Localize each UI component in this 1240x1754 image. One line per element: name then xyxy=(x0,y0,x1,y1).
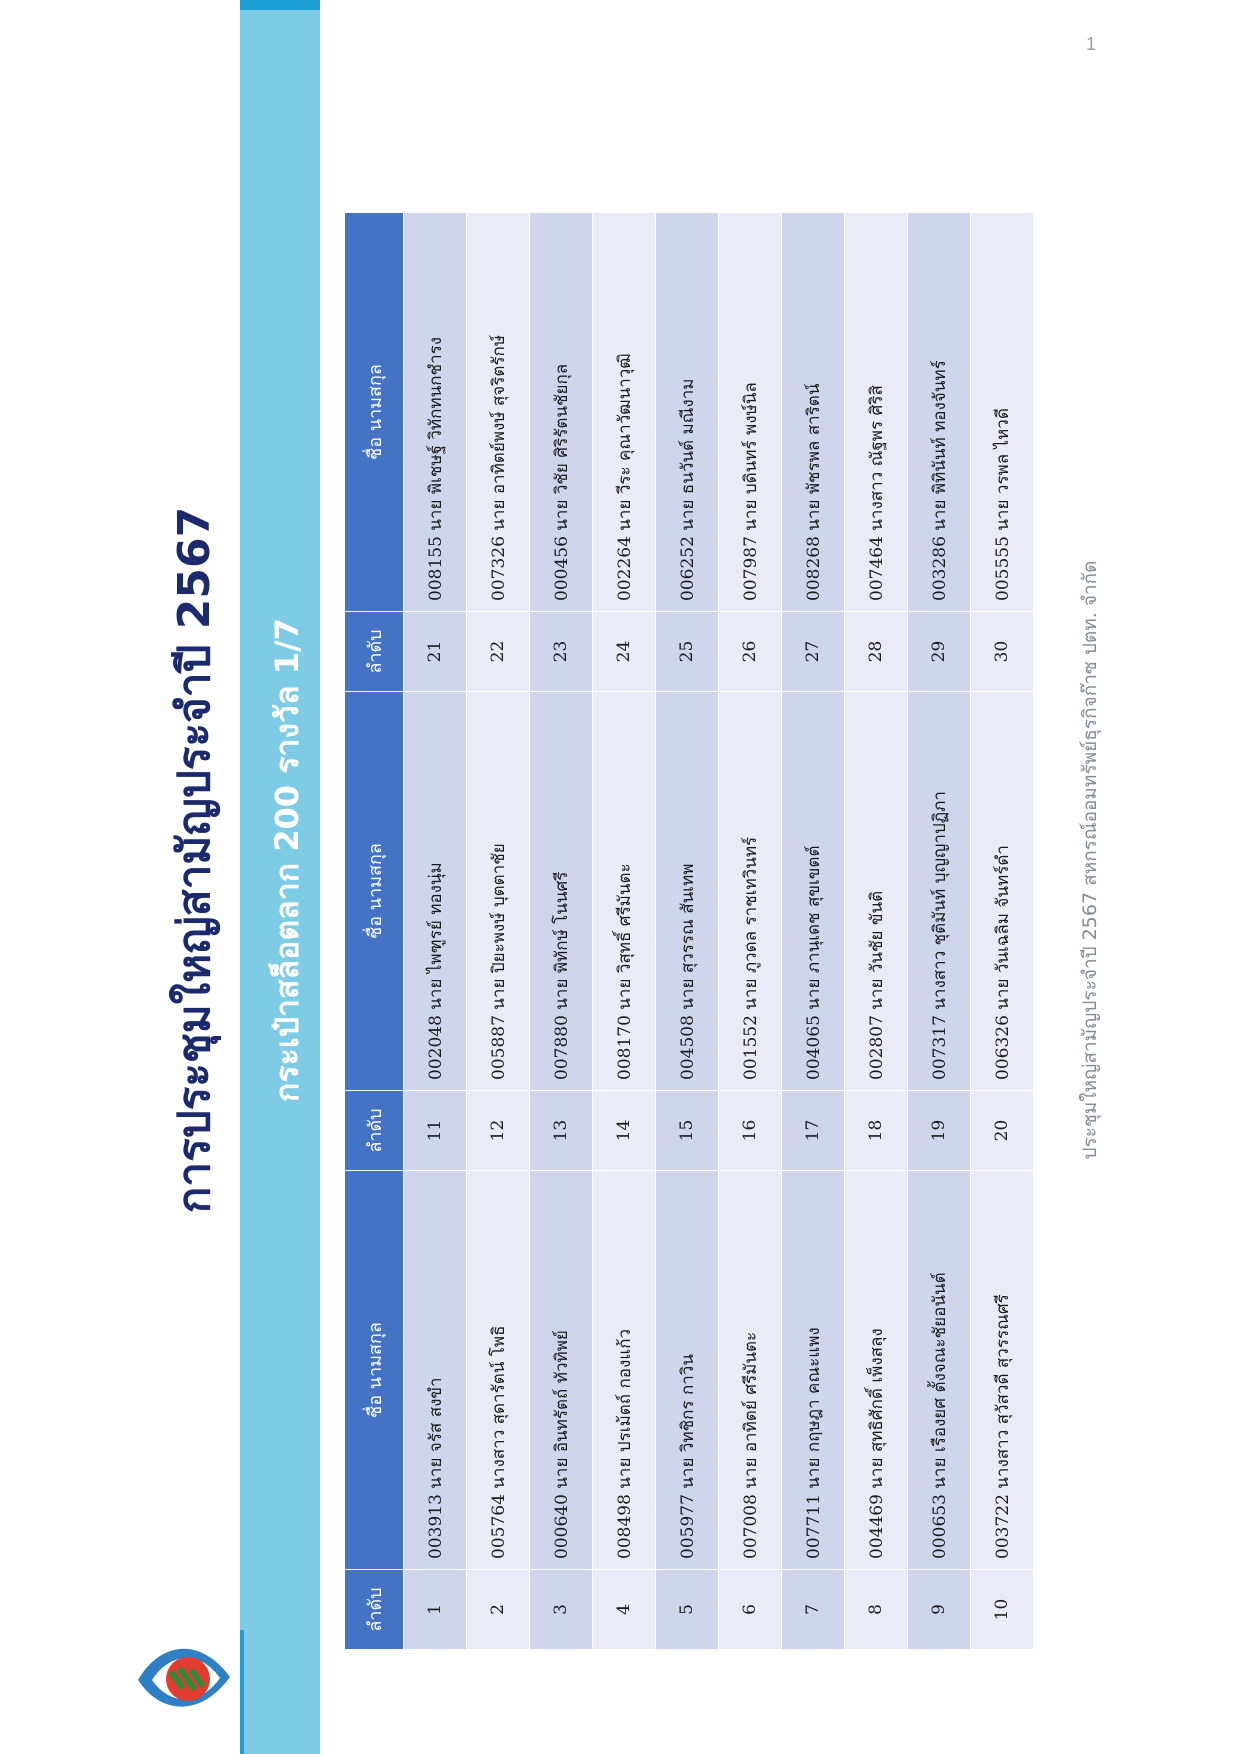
table-cell-order: 18 xyxy=(845,1091,908,1171)
header-name-3: ชื่อ นามสกุล xyxy=(345,213,404,612)
table-cell-name: 003722 นางสาว สุวัสวดี สุวรรณศรี xyxy=(971,1171,1034,1570)
table-cell-name: 006326 นาย วันเฉลิม จันทร์ดำ xyxy=(971,692,1034,1091)
table-cell-order: 26 xyxy=(719,612,782,692)
table-cell-name: 008268 นาย พัชรพล สาริตน์ xyxy=(782,213,845,612)
table-cell-order: 9 xyxy=(908,1570,971,1650)
table-cell-order: 17 xyxy=(782,1091,845,1171)
table-header-row xyxy=(345,213,404,1650)
table-cell-order: 28 xyxy=(845,612,908,692)
table-cell-name: 007317 นางสาว ชุติมันท์ บุญญาปฏิภา xyxy=(908,692,971,1091)
table-cell-name: 008170 นาย วิสุทธิ์ ศรีมันตะ xyxy=(593,692,656,1091)
table-cell-name: 007711 นาย กฤษฎา คณะแพง xyxy=(782,1171,845,1570)
table-cell-order: 10 xyxy=(971,1570,1034,1650)
table-cell-order: 21 xyxy=(404,612,467,692)
table-cell-order: 27 xyxy=(782,612,845,692)
table-cell-order: 13 xyxy=(530,1091,593,1171)
table-row xyxy=(593,213,656,1650)
table-cell-order: 12 xyxy=(467,1091,530,1171)
table-cell-name: 005555 นาย วรพล ไหวดี xyxy=(971,213,1034,612)
table-cell-name: 008498 นาย ปรเม้ตถ์ กองแก้ว xyxy=(593,1171,656,1570)
table-cell-name: 006252 นาย ธนวันต์ มณีงาม xyxy=(656,213,719,612)
table-cell-name: 004065 นาย ภานุเดช สุขเขตต์ xyxy=(782,692,845,1091)
table-cell-name: 002264 นาย วีระ คุณาวัฒนาวุฒิ xyxy=(593,213,656,612)
page-subtitle: กระเป๋าสล็อตลาก 200 รางวัล 1/7 xyxy=(268,618,306,1102)
table-cell-order: 2 xyxy=(467,1570,530,1650)
table-cell-name: 002048 นาย ไพฑูรย์ ทองนุ่ม xyxy=(404,692,467,1091)
table-cell-order: 8 xyxy=(845,1570,908,1650)
table-cell-order: 15 xyxy=(656,1091,719,1171)
ptt-flame-logo-icon xyxy=(130,1622,240,1732)
table-cell-name: 007008 นาย อาทิตย์ ศรีมันตะ xyxy=(719,1171,782,1570)
table-row xyxy=(467,213,530,1650)
page-number: 1 xyxy=(1086,34,1097,54)
header-name-1: ชื่อ นามสกุล xyxy=(345,1171,404,1570)
table-row xyxy=(971,213,1034,1650)
table-row xyxy=(719,213,782,1650)
table-cell-order: 25 xyxy=(656,612,719,692)
table-cell-name: 001552 นาย ภูวดล ราชเทวินทร์ xyxy=(719,692,782,1091)
winners-table xyxy=(344,212,1034,1650)
header-name-2: ชื่อ นามสกุล xyxy=(345,692,404,1091)
table-cell-order: 4 xyxy=(593,1570,656,1650)
side-band-top xyxy=(240,0,320,10)
table-cell-order: 24 xyxy=(593,612,656,692)
table-cell-name: 004469 นาย สุทธิศักดิ์ เพ็งสลุง xyxy=(845,1171,908,1570)
table-cell-order: 29 xyxy=(908,612,971,692)
table-cell-order: 19 xyxy=(908,1091,971,1171)
table-row xyxy=(845,213,908,1650)
table-cell-name: 003913 นาย จรัส สงขำ xyxy=(404,1171,467,1570)
table-cell-order: 14 xyxy=(593,1091,656,1171)
table-cell-name: 007987 นาย บดินทร์ พงษ์นิล xyxy=(719,213,782,612)
table-cell-order: 1 xyxy=(404,1570,467,1650)
table-cell-name: 002807 นาย วันชัย ขันติ xyxy=(845,692,908,1091)
header-no-2: ลำดับ xyxy=(345,1091,404,1171)
header-no-1: ลำดับ xyxy=(345,1570,404,1650)
table-cell-name: 000640 นาย อินทรัตถ์ ทัวทิพย์ xyxy=(530,1171,593,1570)
table-cell-name: 007326 นาย อาทิตย์พงษ์ สุจริตรักษ์ xyxy=(467,213,530,612)
table-cell-name: 003286 นาย พิทินันท์ ทองจันทร์ xyxy=(908,213,971,612)
table-row xyxy=(530,213,593,1650)
table-cell-name: 007880 นาย พิทักษ์ โนนศรี xyxy=(530,692,593,1091)
table-cell-order: 30 xyxy=(971,612,1034,692)
header-no-3: ลำดับ xyxy=(345,612,404,692)
page-footer: ประชุมใหญ่สามัญประจำปี 2567 สหกรณ์ออมทรัพย์ธุรกิจก๊าซ ปตท. จำกัด xyxy=(1079,560,1101,1160)
table-cell-order: 16 xyxy=(719,1091,782,1171)
table-cell-order: 22 xyxy=(467,612,530,692)
table-row xyxy=(404,213,467,1650)
table-cell-name: 005764 นางสาว สุดารัตน์ โพธิ xyxy=(467,1171,530,1570)
table-cell-name: 005977 นาย วิทชิกร กาวิน xyxy=(656,1171,719,1570)
table-cell-name: 005887 นาย ปิยะพงษ์ บุตตาชัย xyxy=(467,692,530,1091)
table-cell-name: 007464 นางสาว ณัฐพร ศิริสิ xyxy=(845,213,908,612)
table-row xyxy=(782,213,845,1650)
table-cell-order: 23 xyxy=(530,612,593,692)
table-cell-name: 000456 นาย วิชัย ศิริรัตนชัยกุล xyxy=(530,213,593,612)
table-cell-order: 7 xyxy=(782,1570,845,1650)
table-cell-order: 5 xyxy=(656,1570,719,1650)
table-cell-name: 004508 นาย สุวรรณ สันเทพ xyxy=(656,692,719,1091)
page-title: การประชุมใหญ่สามัญประจำปี 2567 xyxy=(169,506,220,1214)
table-cell-order: 20 xyxy=(971,1091,1034,1171)
table-cell-order: 11 xyxy=(404,1091,467,1171)
table-cell-name: 000653 นาย เรืองยศ ตั้งจณะชัยอนันต์ xyxy=(908,1171,971,1570)
table-row xyxy=(656,213,719,1650)
table-cell-name: 008155 นาย พิเชษฐ์ วิทักทนกชำรง xyxy=(404,213,467,612)
table-cell-order: 3 xyxy=(530,1570,593,1650)
table-row xyxy=(908,213,971,1650)
table-cell-order: 6 xyxy=(719,1570,782,1650)
side-band-accent xyxy=(240,1630,244,1754)
winners-table-container xyxy=(344,212,1034,1650)
